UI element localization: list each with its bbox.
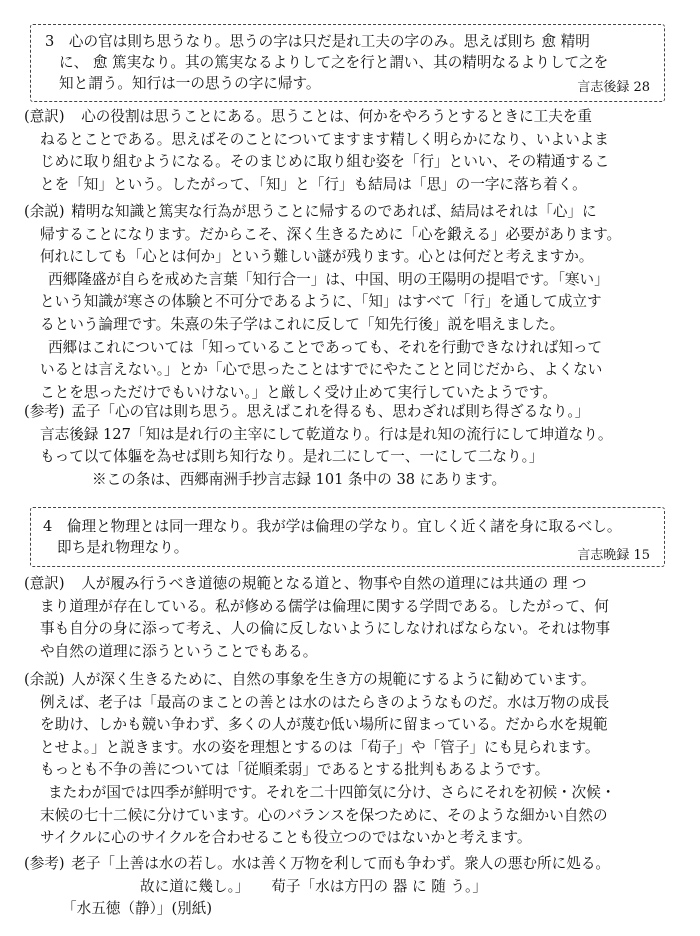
text-line: 何れにしても「心とは何か」という難しい謎が残ります。心とは何だと考えますか。 (40, 248, 594, 266)
text-line: 孟子「心の官は則ち思う。思えばこれを得るも、思わざれば則ち得ざるなり。」 (71, 403, 590, 420)
section-reference-4 (24, 853, 674, 921)
quote-source: 言志晩録 15 (577, 548, 650, 563)
quote-line: 即ち是れ物理なり。 (57, 539, 189, 556)
section-translation-3 (24, 106, 674, 196)
text-line: 人が履み行うべき道徳の規範となる道と、物事や自然の道理には共通の 理 つ (81, 575, 587, 592)
quote-box-3 (30, 24, 665, 102)
text-line: 西郷はこれについては「知っていることであっても、それを行動できなければ知って (48, 338, 603, 356)
quote-line: 4 倫理と物理とは同一理なり。我が学は倫理の学なり。宜しく近く諸を身に取るべし。 (43, 518, 622, 535)
text-line: サイクルに心のサイクルを合わせることも役立つのではないかと考えます。 (40, 829, 532, 847)
section-label: (余説) (24, 671, 65, 688)
quote-line: に、 愈 篤実なり。其の篤実なるよりして之を行と謂い、其の精明なるよりして之を (59, 54, 609, 71)
section-reference-3 (24, 401, 674, 491)
text-line: 「水五徳（静）」(別紙) (62, 900, 213, 918)
text-line: 精明な知識と篤実な行為が思うことに帰するのであれば、結局はそれは「心」に (71, 203, 597, 220)
section-label: (余説) (24, 203, 65, 220)
text-line: を助け、しかも競い争わず、多くの人が蔑む低い場所に留まっている。だから水を規範 (40, 716, 608, 734)
section-commentary-4 (24, 669, 674, 850)
text-line: 言志後録 127「知は是れ行の主宰にして乾道なり。行は是れ知の流行にして坤道なり。 (40, 425, 613, 443)
quote-source: 言志後録 28 (577, 80, 650, 95)
text-line: もって以て体軀を為せば則ち知行なり。是れ二にして一、一にして二なり。」 (40, 448, 544, 466)
section-label: (意訳) (24, 575, 65, 592)
note-line: ※この条は、西郷南洲手抄言志録 101 条中の 38 にあります。 (92, 470, 507, 488)
text-line: 事も自分の身に添って考え、人の倫に反しないようにしなければならない。それは物事 (40, 620, 611, 638)
section-label: (参考) (24, 855, 65, 872)
text-line: 老子「上善は水の若し。水は善く万物を利して而も争わず。衆人の悪む所に処る。 (71, 855, 611, 872)
text-line: 末候の七十二候に分けています。心のバランスを保つために、そのような細かい自然の (40, 806, 608, 824)
section-translation-4 (24, 573, 674, 663)
text-line: 心の役割は思うことにある。思うことは、何かをやろうとするときに工夫を重 (81, 108, 592, 125)
section-commentary-3 (24, 201, 674, 404)
text-line: 帰することになります。だからこそ、深く生きるために「心を鍛える」必要があります。 (40, 225, 622, 243)
quote-line: 知と謂う。知行は一の思うの字に帰す。 (59, 75, 321, 92)
text-line: もっとも不争の善については「従順柔弱」であるとする批判もあるようです。 (40, 761, 550, 779)
text-line: るという論理です。朱熹の朱子学はこれに反して「知先行後」説を唱えました。 (40, 315, 565, 333)
text-line: 故に道に幾し。」 荀子「水は方円の 器 に 随 う。」 (140, 877, 487, 895)
text-line: 西郷隆盛が自らを戒めた言葉「知行合一」は、中国、明の王陽明の提唱です。「寒い」 (48, 270, 609, 288)
text-line: まり道理が存在している。私が修める儒学は倫理に関する学問である。したがって、何 (40, 597, 609, 615)
text-line: 例えば、老子は「最高のまことの善とは水のはたらきのようなものだ。水は万物の成長 (40, 693, 610, 711)
text-line: や自然の道理に添うということでもある。 (40, 642, 318, 660)
quote-box-4 (30, 507, 665, 567)
text-line: じめに取り組むようになる。そのまじめに取り組む姿を「行」といい、その精通するこ (40, 153, 610, 171)
section-label: (参考) (24, 403, 65, 420)
text-line: とを「知」という。したがって、「知」と「行」も結局は「思」の一字に落ち着く。 (40, 175, 587, 193)
section-label: (意訳) (24, 108, 65, 125)
text-line: いるとは言えない。」とか「心で思ったことはすでにやたことと同じだから、よくない (40, 361, 603, 379)
text-line: ことを思っただけでもいけない。」と厳しく受け止めて実行していたようです。 (40, 383, 557, 401)
text-line: またわが国では四季が鮮明です。それを二十四節気に分け、さらにそれを初候・次候・ (48, 783, 616, 801)
text-line: という知識が寒さの体験と不可分であるように、「知」はすべて「行」を通して成立す (40, 293, 602, 311)
text-line: ねるとことである。思えばそのことについてますます精しく明らかになり、いよいよま (40, 130, 609, 148)
text-line: 人が深く生きるために、自然の事象を生き方の規範にするように勧めています。 (71, 671, 596, 688)
quote-line: 3 心の官は則ち思うなり。思うの字は只だ是れ工夫の字のみ。思えば則ち 愈 精明 (45, 33, 590, 50)
text-line: とせよ。」と説きます。水の姿を理想とするのは「荀子」や「管子」にも見られます。 (40, 738, 600, 756)
